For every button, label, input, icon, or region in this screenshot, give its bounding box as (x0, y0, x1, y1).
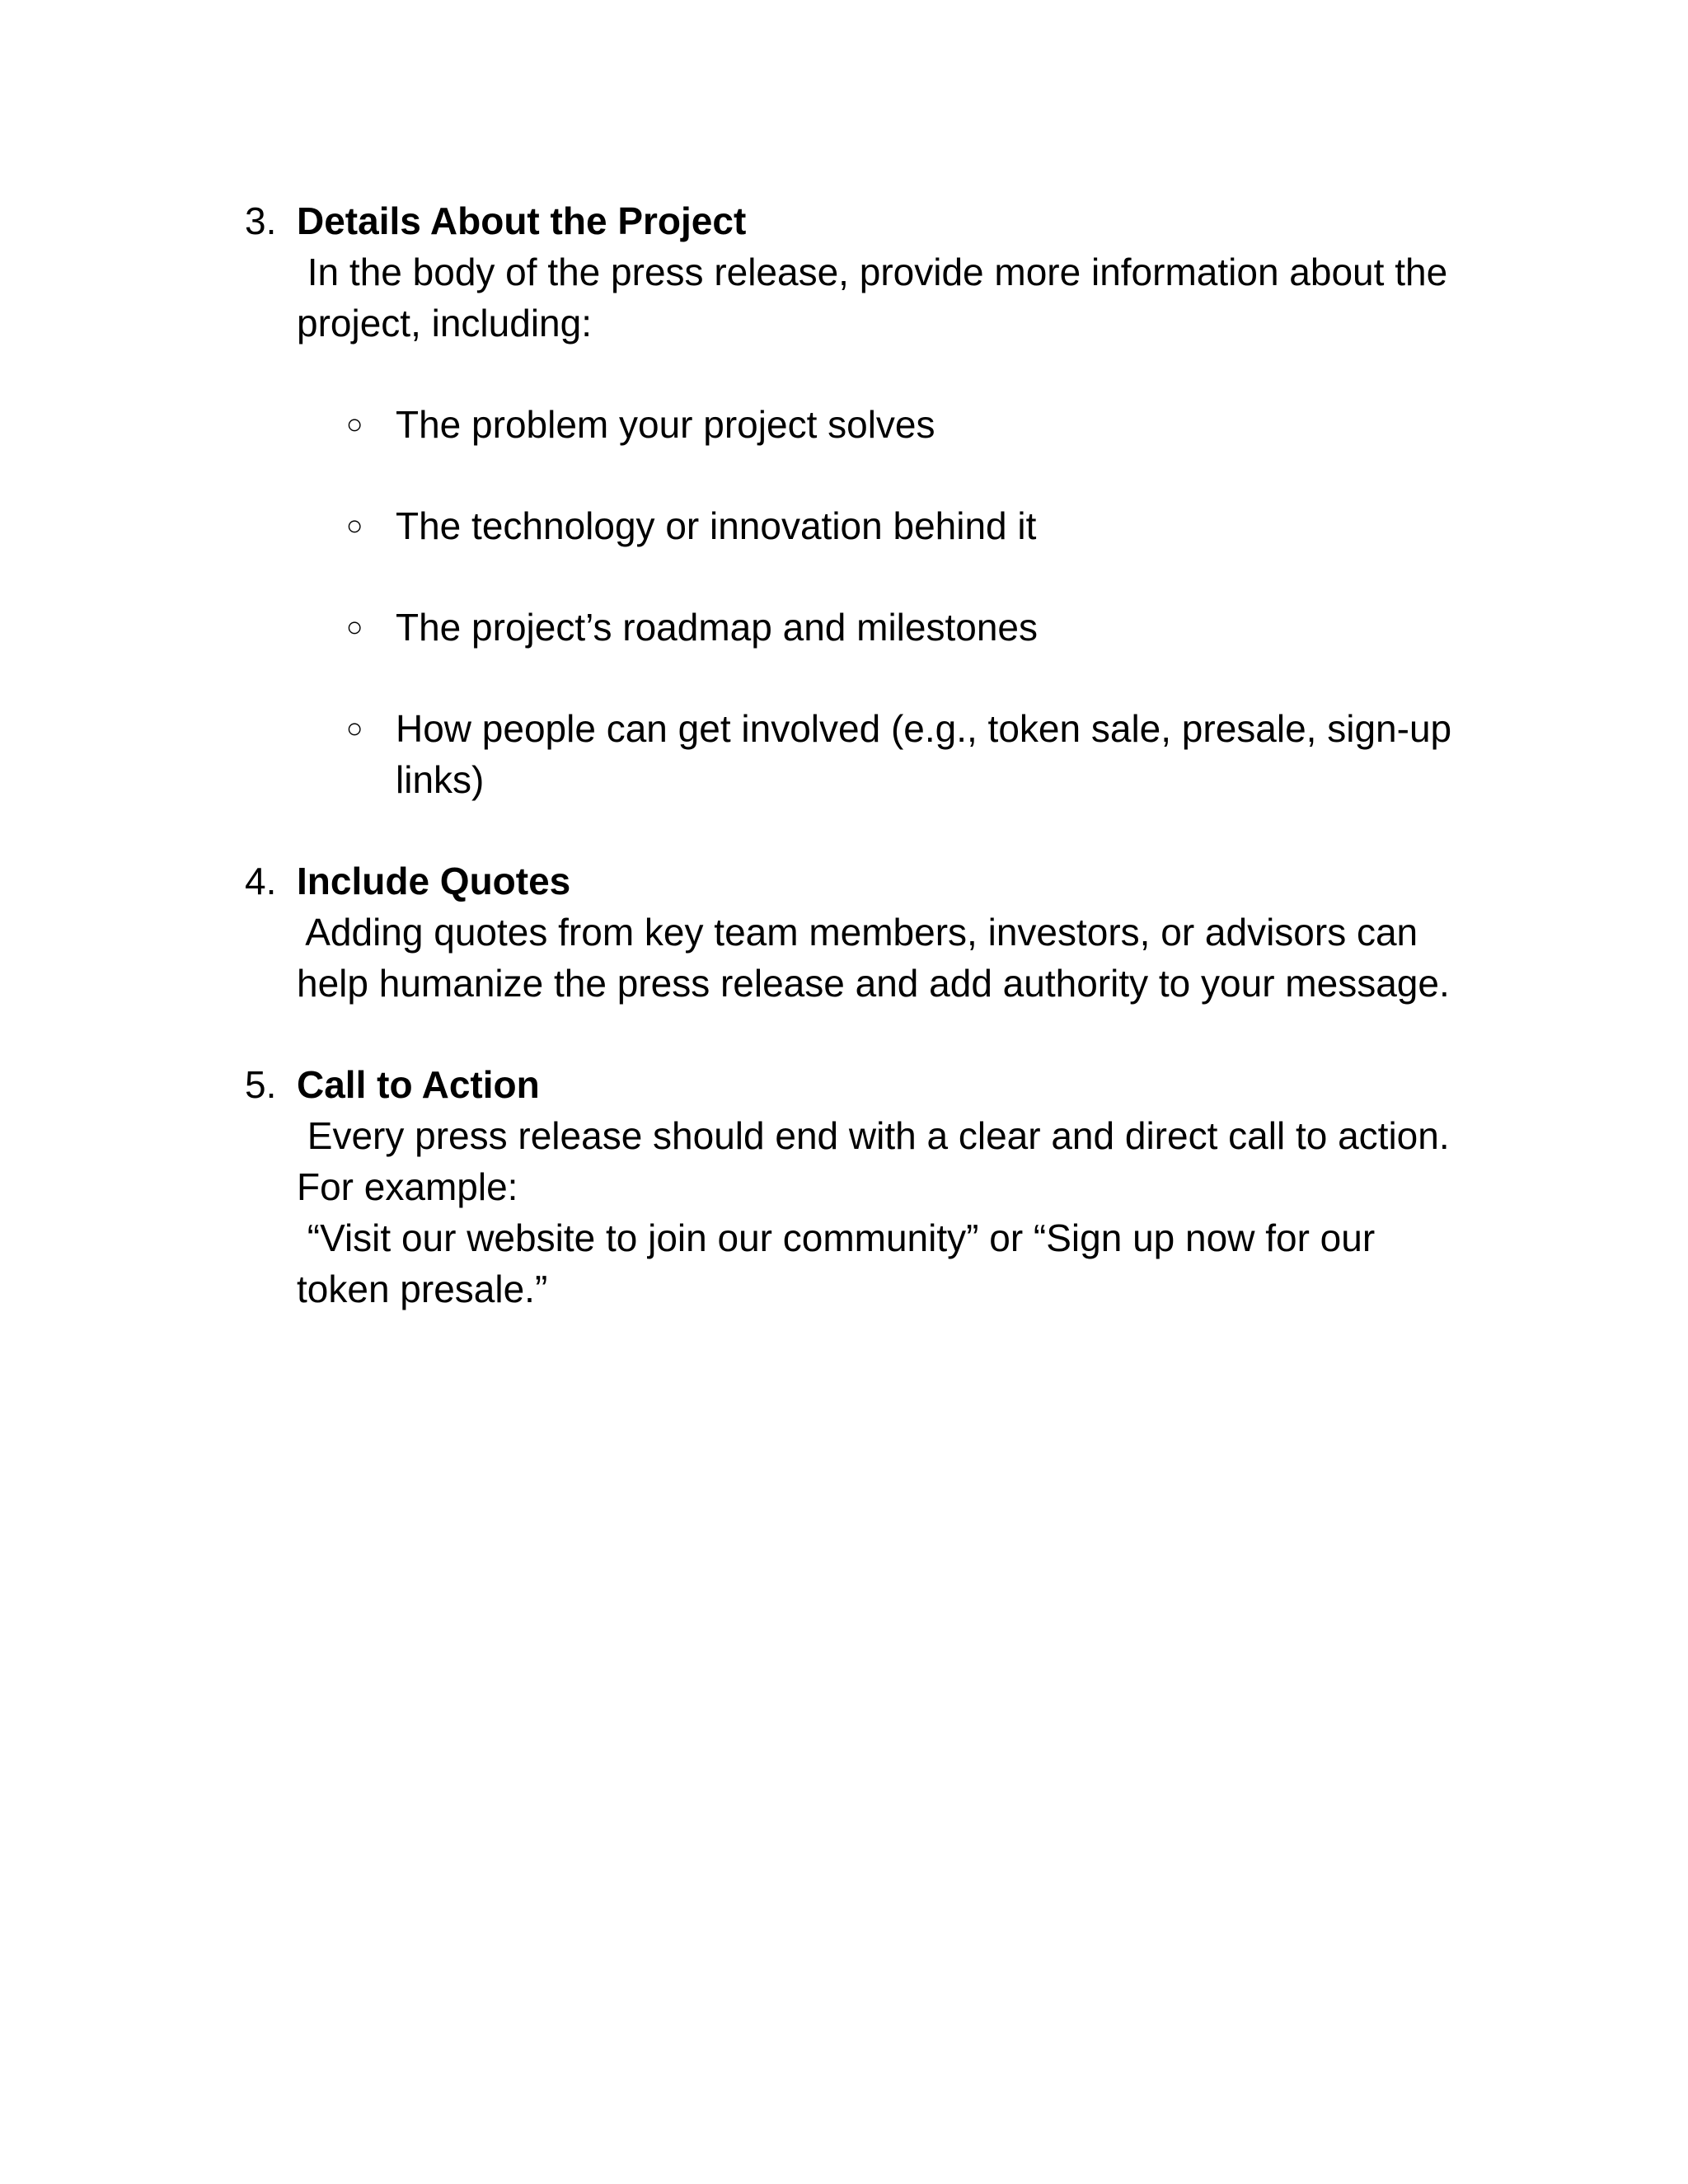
list-number: 3. (245, 199, 277, 242)
bullet-line: The technology or innovation behind it (396, 504, 1037, 547)
body-line: For example: (297, 1165, 518, 1208)
body-line: help humanize the press release and add authority to your message. (297, 962, 1450, 1005)
bullet-line: The project’s roadmap and milestones (396, 606, 1039, 649)
bullet-line: links) (396, 758, 485, 801)
hollow-circle-bullet-icon: ○ (346, 612, 363, 643)
section-heading: Call to Action (297, 1063, 540, 1106)
body-line: Adding quotes from key team members, investors, or advisors can (297, 911, 1418, 954)
bullet-line: How people can get involved (e.g., token sale, presale, sign-up (396, 707, 1452, 750)
body-line: In the body of the press release, provide more information about the (297, 251, 1448, 293)
section-body (297, 1110, 1492, 1315)
bullet-line: The problem your project solves (396, 403, 935, 446)
body-line: project, including: (297, 302, 592, 344)
body-line: “Visit our website to join our community” or “Sign up now for our (297, 1216, 1376, 1259)
list-number: 5. (245, 1063, 277, 1106)
section-heading: Include Quotes (297, 860, 571, 902)
hollow-circle-bullet-icon: ○ (346, 409, 363, 440)
section-heading: Details About the Project (297, 199, 747, 242)
hollow-circle-bullet-icon: ○ (346, 713, 363, 744)
bullet-text (396, 500, 1500, 551)
body-line: Every press release should end with a clear and direct call to action. (297, 1114, 1450, 1157)
body-line: token presale.” (297, 1268, 548, 1310)
hollow-circle-bullet-icon: ○ (346, 510, 363, 541)
bullet-text (396, 399, 1500, 450)
section-body (297, 246, 1492, 349)
section-body (297, 907, 1492, 1009)
bullet-text (396, 703, 1500, 805)
list-number: 4. (245, 860, 277, 902)
bullet-text (396, 602, 1500, 653)
